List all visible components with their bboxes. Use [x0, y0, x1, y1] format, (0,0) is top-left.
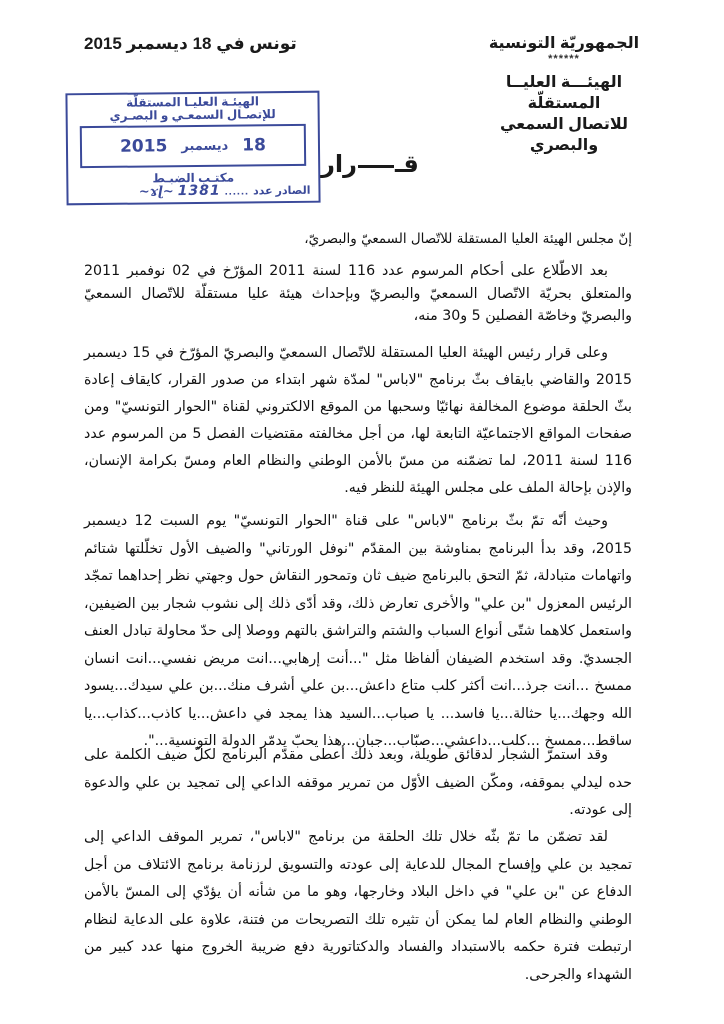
- title-part2: رار: [321, 151, 357, 178]
- document-title: [310, 150, 430, 179]
- stamp-outgoing-number: 1381: [177, 182, 221, 200]
- country-name: الجمهوريّة التونسية: [488, 35, 640, 52]
- org-name-line2: للاتصال السمعي والبصري: [500, 116, 628, 154]
- paragraph-text: وحيث أنّه تمّ بثّ برنامج "لاباس" على قناة "الحوار التونسيّ" يوم السبت 12 ديسمبر 2015، وقد بدأ البرنامج بمناوشة بين المقدّم "نوفل الورتاني" والضيف الأول تخلّلتها شتائم واتهامات متبادلة، ثمّ التحق بالبرنامج ضيف ثان وتمحور النقاش حول وجهتي نظر إحداهما تمجّد الرئيس المعزول "بن علي" والأخرى تعارض ذلك، وقد أدّى ذلك إلى نشوب شجار بين الضيفين، واستعمل كلاهما شتّى أنواع السباب والشتم والتراشق بالتهم ووصلا إلى حدّ محاولة تبادل العنف الجسديّ. وقد استخدم الضيفان ألفاظا مثل "...أنت إرهابي...انت مريض نفسي...انت انسان ممسخ ...انت جرذ...انت أكثر كلب متاع داعش...بن علي أشرف منك...بن علي سيدك...يسود الله وجهك...يا حثالة...يا فاسد... يا صباب...السيد هذا يمجد في داعش...يا كاذب...كذاب...يا ساقط...ممسخ ...كلب...داعشي...صبّاب...جبان...هذا يحبّ يدمّر الدولة التونسية...".: [84, 513, 632, 749]
- place-and-date: تونس في 18 ديسمبر 2015: [84, 34, 297, 53]
- title-kashida: [358, 165, 394, 168]
- stamp-outgoing: الصادر عدد ...... 1381 ~ɤɭ~: [138, 182, 311, 200]
- paragraph-1: [84, 260, 632, 328]
- paragraph-text: بعد الاطّلاع على أحكام المرسوم عدد 116 لسنة 2011 المؤرّخ في 02 نوفمبر 2011 والمتعلق بحريّة الاتّصال السمعيّ والبصريّ وبإحداث هيئة عليا مستقلّة للاتّصال السمعيّ والبصريّ وخاصّة الفصلين 5 و30 منه،: [84, 263, 632, 324]
- paragraph-5: [84, 824, 632, 989]
- paragraph-text: وعلى قرار رئيس الهيئة العليا المستقلة للاتّصال السمعيّ والبصريّ المؤرّخ في 15 ديسمبر 2015 والقاضي بايقاف بثّ برنامج "لاباس" لمدّة شهر ابتداء من صدور القرار، كايقاف إعادة بثّ الحلقة موضوع المخالفة نهائيّا وسحبها من الموقع الالكتروني لقناة "الحوار التونسيّ" ومن صفحات المواقع الاجتماعيّة التابعة لها، من أجل مخالفته مقتضيات الفصل 5 من المرسوم عدد 116 لسنة 2011، لما تضمّنه من مسّ بالأمن الوطني والنظام العام ومسّ بكرامة الإنسان، والإذن بإحالة الملف على مجلس الهيئة للنظر فيه.: [84, 345, 632, 496]
- paragraph-text: لقد تضمّن ما تمّ بثّه خلال تلك الحلقة من برنامج "لاباس"، تمرير الموقف الداعي إلى تمجيد بن علي وإفساح المجال للدعاية إلى عودته والتسويق لرزنامة برنامج الائتلاف من أجل الدفاع عن "بن علي" في داخل البلاد وخارجها، وهو ما من شأنه أن يؤدّي إلى المسّ بالأمن الوطني والنظام العام لما يمكن أن تثيره تلك التصريحات من فتنة، علاوة على الدعاية لنظام ارتبطت فترة حكمه بالاستبداد والفساد والدكتاتورية دفع ضريبة الخروج منها عدد كبير من الشهداء والجرحى.: [84, 829, 632, 983]
- org-name-line1: الهيئـــة العليــا المستقلّة: [505, 74, 623, 112]
- paragraph-4: [84, 742, 632, 825]
- handwritten-signature-icon: ~ɤɭ~: [138, 184, 174, 200]
- separator-stars: ******: [548, 53, 580, 65]
- intro-line: إنّ مجلس الهيئة العليا المستقلة للاتّصال السمعيّ والبصريّ،: [304, 231, 632, 247]
- title-part1: قـ: [394, 151, 419, 178]
- stamp-office: مكتـب الضبـط: [152, 170, 235, 186]
- paragraph-3: [84, 508, 632, 756]
- stamp-org-line1: الهيئـة العليـا المستقلّة: [126, 94, 259, 110]
- paragraph-2: [84, 340, 632, 502]
- stamp-org-line2: للإتصـال السمعـي و البصـري: [109, 107, 276, 123]
- stamp-day: 18: [242, 135, 267, 156]
- registry-stamp: [65, 91, 320, 206]
- paragraph-text: وقد استمرّ الشجار لدقائق طويلة، وبعد ذلك أعطى مقدّم البرنامج لكلّ ضيف الكلمة على حده ليدلي بموقفه، ومكّن الضيف الأوّل من تمرير موقفه الداعي إلى تمجيد بن علي والدعوة إلى عودته.: [84, 747, 632, 818]
- stamp-month: ديسمبر: [181, 138, 229, 154]
- issuer-header: [484, 34, 644, 156]
- stamp-year: 2015: [119, 136, 168, 157]
- stamp-outgoing-label: الصادر عدد: [252, 184, 311, 198]
- stamp-date-box: [80, 124, 306, 168]
